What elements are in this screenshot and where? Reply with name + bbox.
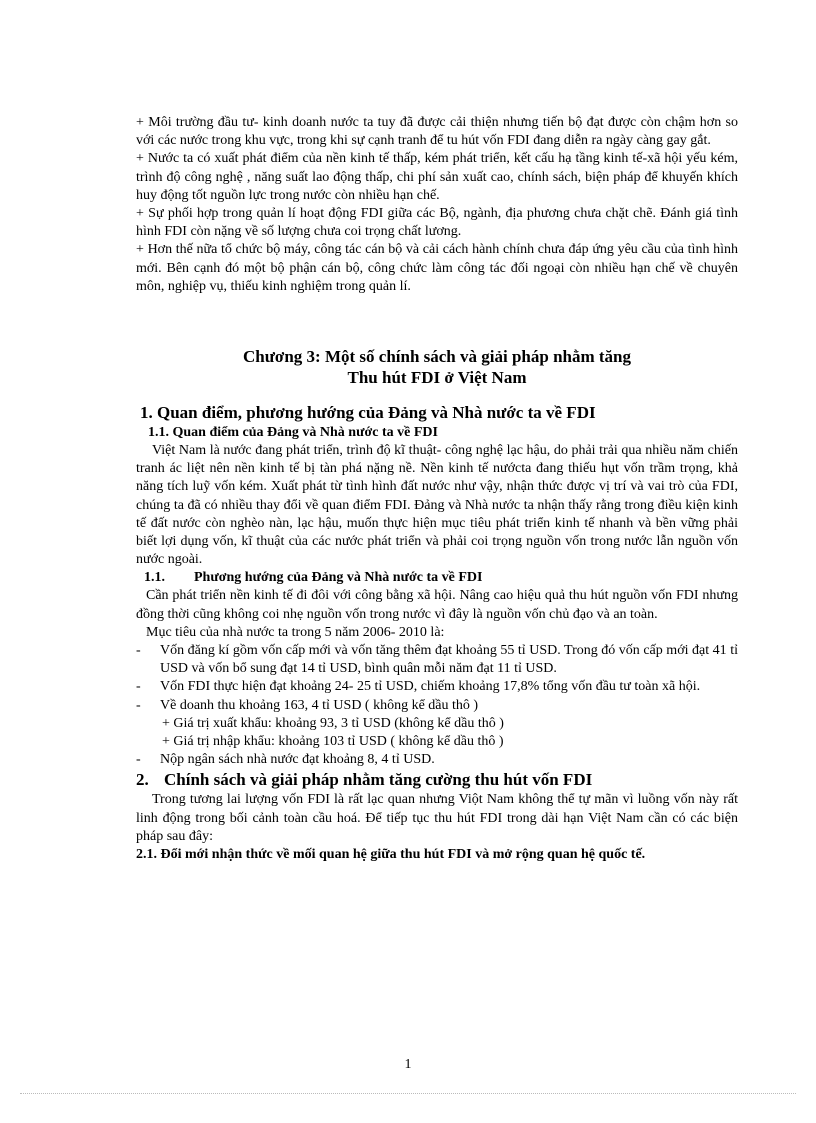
- section-heading: [136, 769, 738, 791]
- subsection-title: Phương hướng của Đảng và Nhà nước ta về FDI: [194, 570, 483, 586]
- body-paragraph: Cần phát triển nền kinh tế đi đôi với công bằng xã hội. Nâng cao hiệu quả thu hút nguồn vốn FDI nhưng đồng thời cũng không coi nhẹ nguồn vốn trong nước vì đây là nguồn vốn chủ đạo và an toàn.: [136, 588, 738, 622]
- chapter-title-line2: Thu hút FDI ở Việt Nam: [347, 368, 527, 388]
- section-title: Chính sách và giải pháp nhằm tăng cường thu hút vốn FDI: [164, 770, 593, 790]
- body-paragraph: Việt Nam là nước đang phát triển, trình độ kĩ thuật- công nghệ lạc hậu, do phải trải qua nhiều năm chiến tranh ác liệt nên nền kinh tế bị tàn phá nặng nề. Nền kinh tế nướcta đang thiếu hụt vốn trầm trọng, khả năng tích luỹ vốn kém. Xuất phát từ tình hình đất nước như vậy, nhận thức được vị trí và vai trò của FDI, chúng ta đã có nhiều thay đổi về quan điểm FDI. Đảng và Nhà nước ta nhận thấy rằng trong điều kiện kinh tế đất nước còn nghèo nàn, lạc hậu, muốn thực hiện mục tiêu phát triển kinh tế nhanh và bền vững phải biết lợi dụng vốn, kĩ thuật của các nước phát triển và phải coi trọng nguồn vốn trong nước lẫn nguồn vốn nước ngoài.: [136, 443, 738, 568]
- sub-list-item: + Giá trị nhập khẩu: khoảng 103 tỉ USD ( không kể dầu thô ): [162, 734, 504, 750]
- list-item: - Nộp ngân sách nhà nước đạt khoảng 8, 4 tỉ USD.: [136, 752, 435, 768]
- section-heading: 1. Quan điểm, phương hướng của Đảng và Nhà nước ta về FDI: [140, 403, 596, 423]
- subsection-heading: 2.1. Đổi mới nhận thức về mối quan hệ giữa thu hút FDI và mở rộng quan hệ quốc tế.: [136, 847, 646, 863]
- bullet-paragraph: + Môi trường đầu tư- kinh doanh nước ta tuy đã được cải thiện nhưng tiến bộ đạt được còn chậm hơn so với các nước trong khu vực, trong khi sự cạnh tranh để tu hút vốn FDI đang diễn ra ngày càng gay gắt.: [136, 115, 738, 149]
- sub-list-item: + Giá trị xuất khẩu: khoảng 93, 3 tỉ USD (không kể dầu thô ): [162, 715, 504, 731]
- list-item: - Vốn FDI thực hiện đạt khoảng 24- 25 tỉ USD, chiếm khoảng 17,8% tổng vốn đầu tư toàn xã hội.: [136, 679, 701, 695]
- bullet-paragraph: + Nước ta có xuất phát điểm của nền kinh tế thấp, kém phát triển, kết cấu hạ tầng kinh tế-xã hội yếu kém, trình độ công nghệ , năng suất lao động thấp, chi phí sản xuất cao, chính sách, biện pháp để khuyến khích huy động tốt nguồn lực trong nước còn nhiều hạn chế.: [136, 151, 738, 203]
- page-footer-divider: [20, 1093, 796, 1094]
- list-item: - Vốn đăng kí gồm vốn cấp mới và vốn tăng thêm đạt khoảng 55 tỉ USD. Trong đó vốn cấp mới đạt 41 tỉ USD và vốn bổ sung đạt 14 tỉ USD, bình quân mỗi năm đạt 11 tỉ USD.: [136, 643, 738, 677]
- bullet-paragraph: + Sự phối hợp trong quản lí hoạt động FDI giữa các Bộ, ngành, địa phương chưa chặt chẽ. Đánh giá tình hình FDI còn nặng về số lượng chưa coi trọng chất lương.: [136, 206, 738, 240]
- chapter-title-line1: Chương 3: Một số chính sách và giải pháp nhằm tăng: [242, 347, 632, 367]
- page-number: 1: [404, 1057, 412, 1072]
- subsection-heading: 1.1. Quan điểm của Đảng và Nhà nước ta về FDI: [148, 425, 438, 441]
- bullet-paragraph: + Hơn thế nữa tổ chức bộ máy, công tác cán bộ và cải cách hành chính chưa đáp ứng yêu cầu của tình hình mới. Bên cạnh đó một bộ phận cán bộ, công chức làm công tác đối ngoại còn nhiều hạn chế về chuyên môn, nghiệp vụ, thiếu kinh nghiệm trong quản lí.: [136, 242, 738, 294]
- targets-intro: Mục tiêu của nhà nước ta trong 5 năm 2006- 2010 là:: [146, 624, 445, 640]
- body-paragraph: Trong tương lai lượng vốn FDI là rất lạc quan nhưng Viột Nam không thể tự mãn vì luồng vốn này rất linh động trong bối cảnh toàn cầu hoá. Để tiếp tục thu hút FDI trong dài hạn Việt Nam cần có các biện pháp sau đây:: [136, 792, 738, 844]
- subsection-number: 1.1.: [144, 570, 165, 586]
- document-page: [136, 114, 738, 864]
- list-item: - Về doanh thu khoảng 163, 4 tỉ USD ( không kể dầu thô ): [136, 697, 479, 713]
- section-number: 2.: [136, 770, 149, 790]
- subsection-heading: [144, 569, 738, 587]
